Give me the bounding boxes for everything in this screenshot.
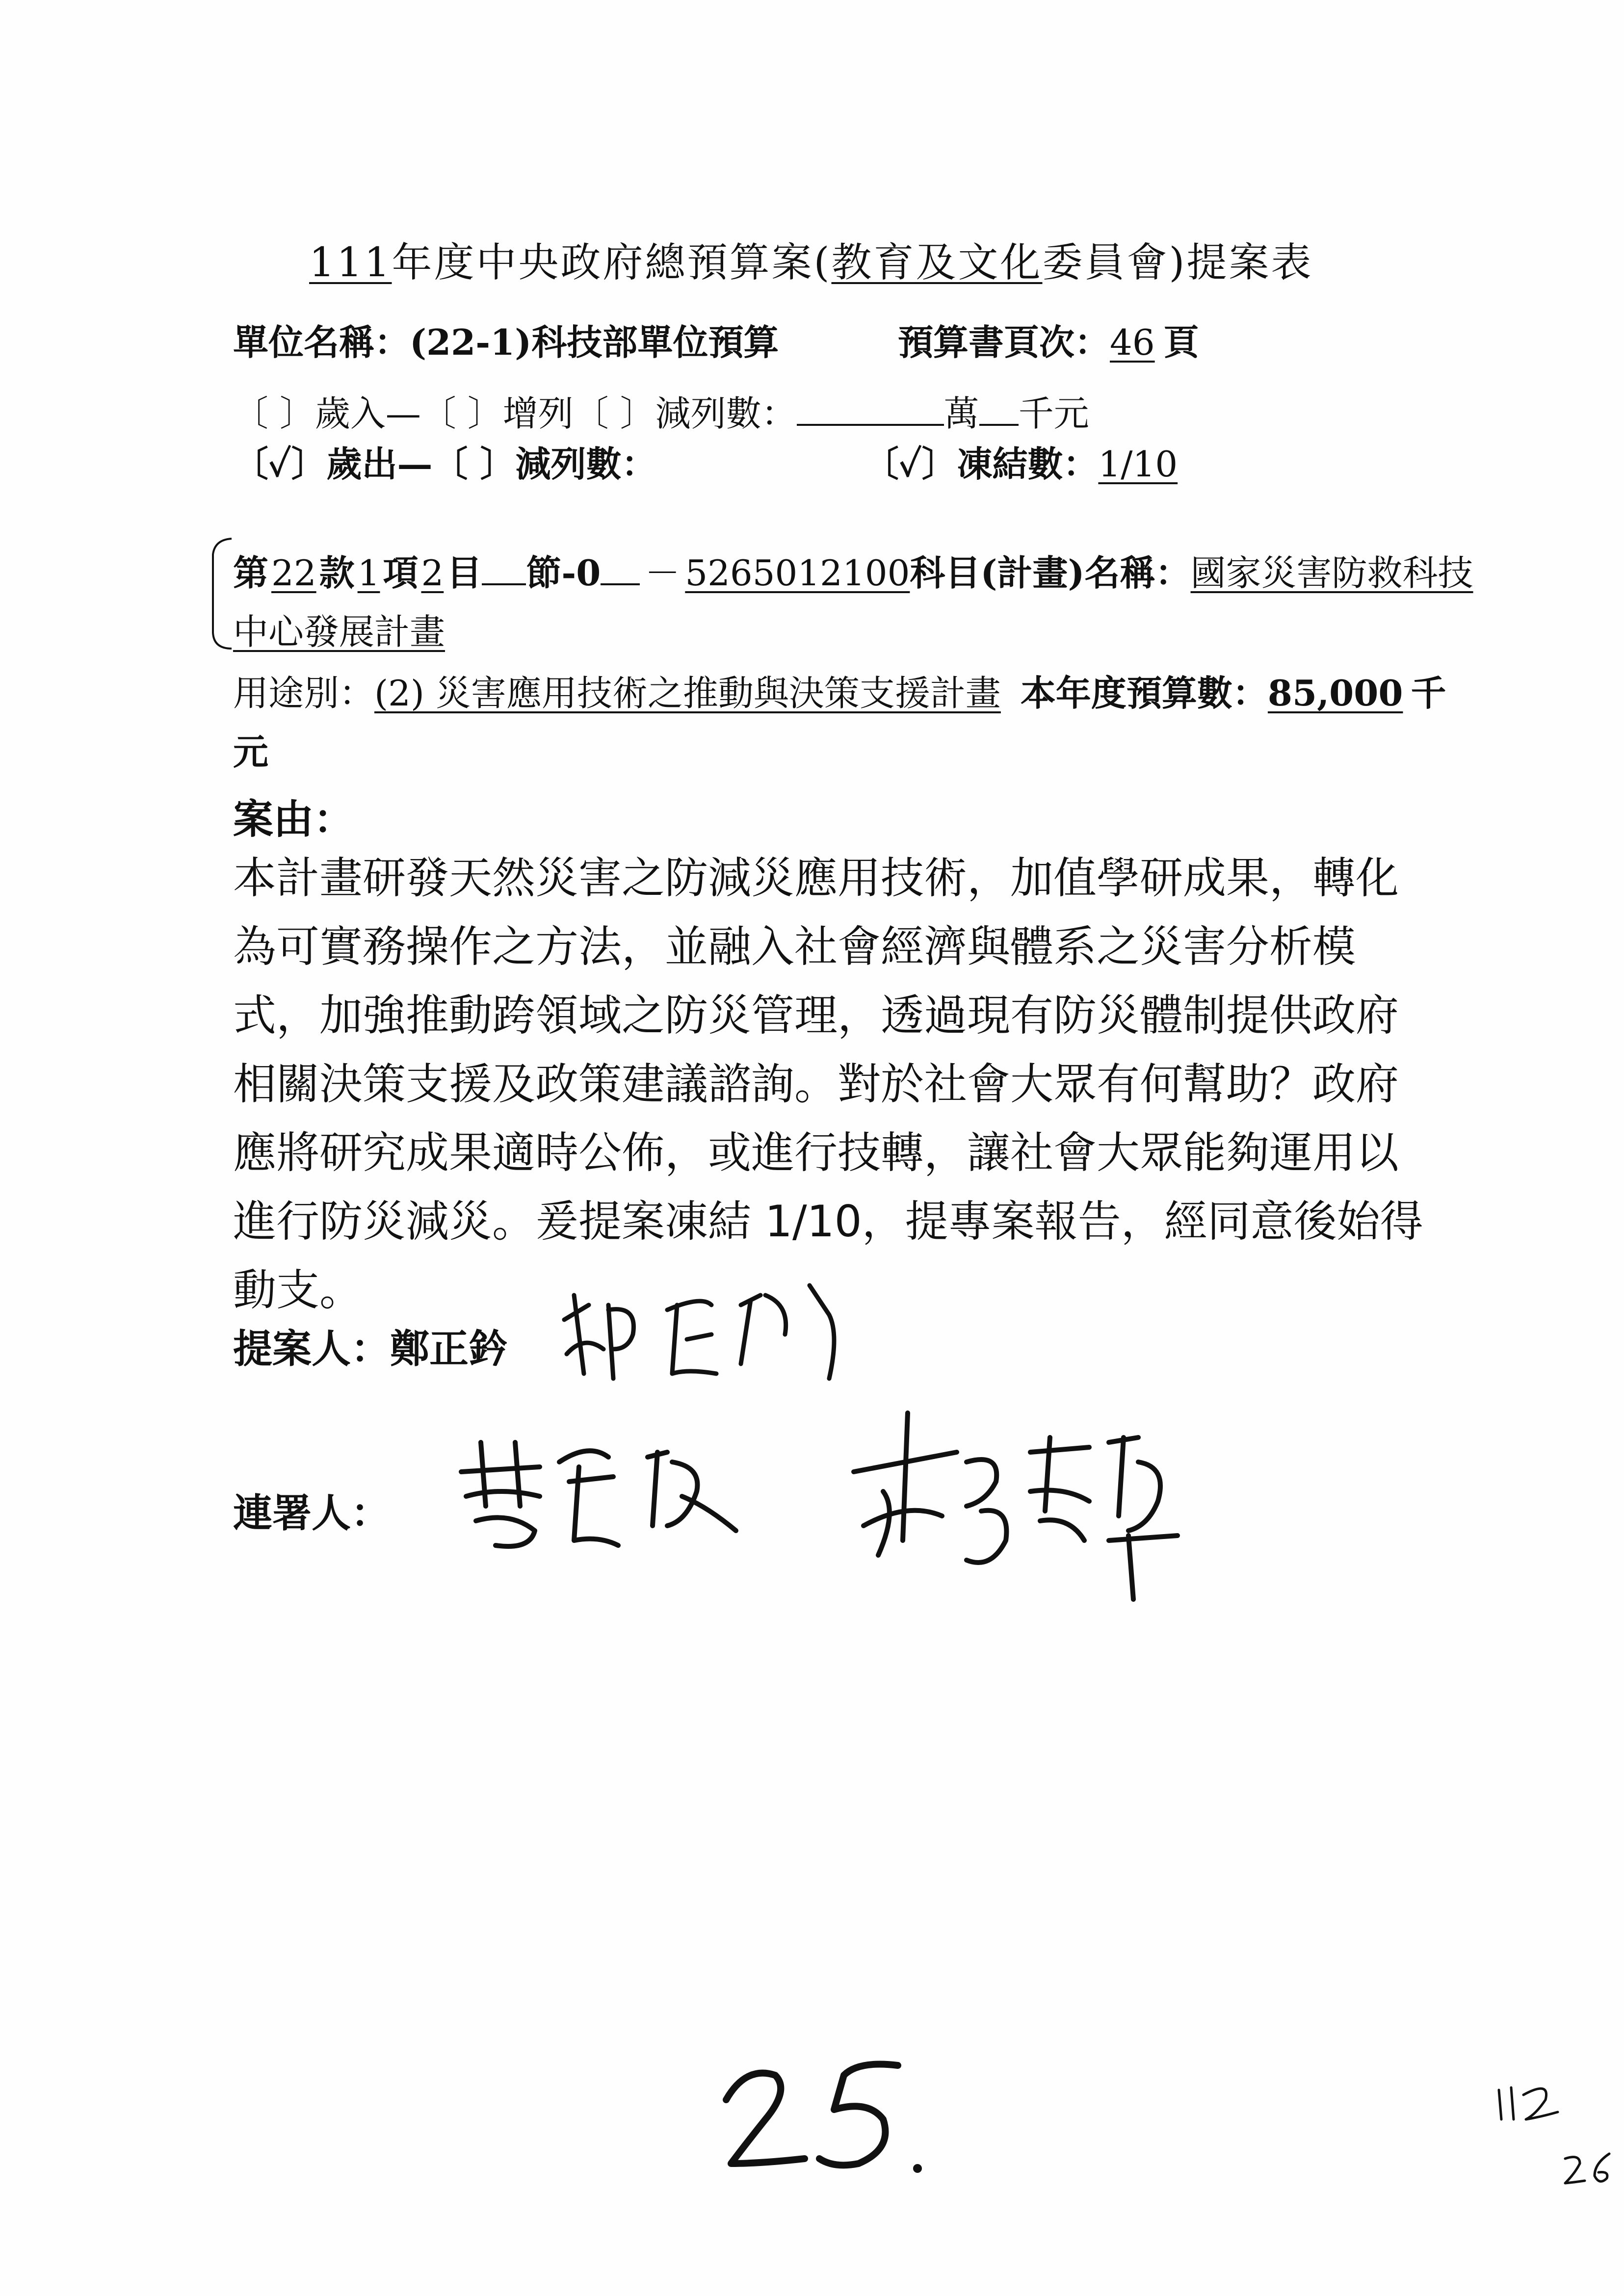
expenditure-row: 〔✓〕歲出—〔 〕減列數： [233, 443, 657, 485]
unit-name-value: (22-1)科技部單位預算 [410, 321, 779, 363]
cosigner-signature-1 [451, 1423, 756, 1570]
budget-page-row: 預算書頁次：46 頁 [898, 321, 1199, 363]
usage-row: 用途別：(2) 災害應用技術之推動與決策支援計畫 本年度預算數：85,000 千 [233, 672, 1446, 714]
freeze-value: 1/10 [1098, 444, 1178, 485]
blank-thousand [979, 389, 1019, 426]
blank-amount [797, 389, 944, 426]
checked-box-freeze: 〔✓〕 [864, 443, 957, 485]
corner-mark-1 [1492, 2075, 1565, 2129]
corner-mark-2 [1560, 2144, 1619, 2193]
proposer-name: 鄭正鈐 [390, 1326, 508, 1372]
budget-amount: 85,000 [1267, 672, 1403, 714]
checked-box-expenditure: 〔✓〕 [233, 443, 327, 485]
document-title: 111年度中央政府總預算案(教育及文化委員會)提案表 [309, 239, 1313, 286]
reason-label: 案由： [233, 796, 354, 843]
reason-body: 本計畫研發天然災害之防減災應用技術，加值學研成果，轉化 為可實務操作之方法，並融入社會經濟與體系之災害分析模 式，加強推動跨領域之防災管理，透過現有防災體制提供政府 相關決策支援及政策建議諮詢。對於社會大眾有何幫助？政府 應將研究成果適時公佈，或進行技轉，讓社會大眾能夠運用以 進行防災減災。爰提案凍結 1/10，提專案報告，經同意後始得 動支。 [233, 853, 1423, 1315]
proposer-row: 提案人：鄭正鈐 [233, 1326, 508, 1372]
item-name-line1: 國家災害防救科技 [1190, 552, 1473, 594]
budget-page-value: 46 [1110, 322, 1155, 363]
item-name-line2: 中心發展計畫 [233, 611, 445, 652]
item-code: 5265012100 [685, 552, 910, 594]
cosigner-signature-2 [834, 1393, 1187, 1619]
item-row: 第22款1項2目 節-0 － 5265012100科目(計畫)名稱：國家災害防救科技 [233, 545, 1473, 596]
handwritten-page-number [711, 2046, 942, 2193]
title-committee: 教育及文化 [831, 239, 1043, 286]
unit-name-row: 單位名稱：(22-1)科技部單位預算 [233, 321, 779, 363]
cosigner-label: 連署人： [233, 1490, 390, 1536]
usage-value: (2) 災害應用技術之推動與決策支援計畫 [374, 673, 1001, 714]
bracket-mark [206, 535, 236, 652]
freeze-row: 〔✓〕凍結數：1/10 [864, 443, 1178, 485]
proposer-signature [554, 1276, 859, 1403]
title-year: 111 [309, 239, 392, 286]
revenue-row: 〔 〕歲入—〔 〕增列〔 〕減列數： 萬 千元 [233, 385, 1089, 436]
